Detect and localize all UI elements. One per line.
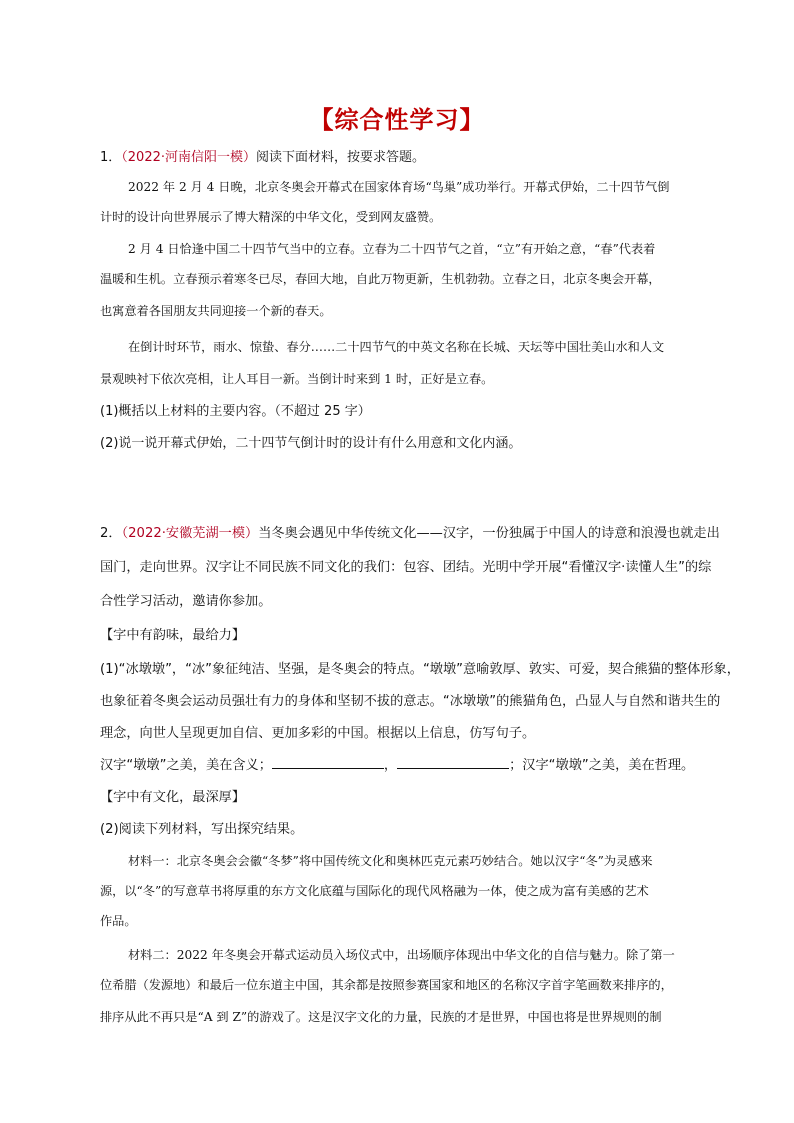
subquestion-line: 理念，向世人呈现更加自信、更加多彩的中国。根据以上信息，仿写句子。 (100, 726, 536, 741)
question-1-stem (100, 146, 725, 165)
material-line: 位希腊（发源地）和最后一位东道主中国，其余都是按照参赛国家和地区的名称汉字首字笔画数来排序的， (100, 978, 673, 992)
intro-line: 合性学习活动，邀请你参加。 (100, 594, 272, 609)
answer-blank-2[interactable] (397, 756, 509, 769)
material-line: 材料二：2022 年冬奥会开幕式运动员入场仪式中，出场顺序体现出中华文化的自信与魅力。除了第一 (128, 948, 675, 962)
section-heading: 【字中有文化，最深厚】 (100, 790, 246, 805)
section-heading: 【字中有韵味，最给力】 (100, 628, 246, 643)
passage-line: 温暖和生机。立春预示着寒冬已尽，春回大地，自此万物更新，生机勃勃。立春之日，北京冬奥会开幕， (100, 272, 661, 286)
material-line: 排序从此不再只是“A 到 Z”的游戏了。这是汉字文化的力量，民族的才是世界，中国也将是世界规则的制 (100, 1010, 662, 1024)
intro-line: 国门，走向世界。汉字让不同民族不同文化的我们：包容、团结。光明中学开展“看懂汉字·读懂人生”的综 (100, 560, 712, 575)
material-line: 作品。 (100, 914, 137, 928)
passage-line: 计时的设计向世界展示了博大精深的中华文化，受到网友盛赞。 (100, 210, 442, 224)
passage-line: 在倒计时环节，雨水、惊蛰、春分……二十四节气的中英文名称在长城、天坛等中国壮美山水和人文 (128, 340, 665, 354)
question-source: （2022·安徽芜湖一模） (121, 526, 259, 541)
subquestion-line: 也象征着冬奥会运动员强壮有力的身体和坚韧不拔的意志。“冰墩墩”的熊猫角色，凸显人与自然和谐共生的 (100, 694, 721, 709)
question-source: （2022·河南信阳一模） (121, 150, 256, 165)
page-title: 【综合性学习】 (309, 106, 485, 134)
material-line: 材料一：北京冬奥会会徽“冬梦”将中国传统文化和奥林匹克元素巧妙结合。她以汉字“冬”为灵感来 (128, 854, 653, 868)
fill-suffix: ；汉字“墩墩”之美，美在哲理。 (509, 758, 695, 773)
material-line: 源，以“冬”的写意草书将厚重的东方文化底蕴与国际化的现代风格融为一体，使之成为富有美感的艺术 (100, 884, 649, 898)
fill-prefix: 汉字“墩墩”之美，美在含义； (100, 758, 272, 773)
passage-line: 也寓意着各国朋友共同迎接一个新的春天。 (100, 304, 332, 318)
subquestion-2: (2)说一说开幕式伊始，二十四节气倒计时的设计有什么用意和文化内涵。 (100, 436, 522, 451)
question-prompt: 当冬奥会遇见中华传统文化——汉字，一份独属于中国人的诗意和浪漫也就走出 (258, 526, 720, 541)
fill-separator: ， (383, 758, 398, 773)
passage-line: 2 月 4 日恰逢中国二十四节气当中的立春。立春为二十四节气之首，“立”有开始之意，“春”代表着 (128, 242, 656, 256)
passage-line: 2022 年 2 月 4 日晚，北京冬奥会开幕式在国家体育场“鸟巢”成功举行。开幕式伊始，二十四节气倒 (128, 180, 670, 194)
fill-in-sentence (100, 754, 725, 773)
question-number: 2． (100, 526, 122, 541)
question-number: 1． (100, 150, 122, 165)
question-prompt: 阅读下面材料，按要求答题。 (256, 150, 426, 165)
subquestion-line: (1)“冰墩墩”，“冰”象征纯洁、坚强，是冬奥会的特点。“墩墩”意喻敦厚、敦实、可爱，契合熊猫的整体形象， (100, 662, 740, 677)
question-2-stem (100, 522, 725, 541)
subquestion-2: (2)阅读下列材料，写出探究结果。 (100, 822, 304, 837)
subquestion-1: (1)概括以上材料的主要内容。（不超过 25 字） (100, 404, 371, 419)
passage-line: 景观映衬下依次亮相，让人耳目一新。当倒计时来到 1 时，正好是立春。 (100, 372, 494, 386)
answer-blank-1[interactable] (272, 756, 384, 769)
